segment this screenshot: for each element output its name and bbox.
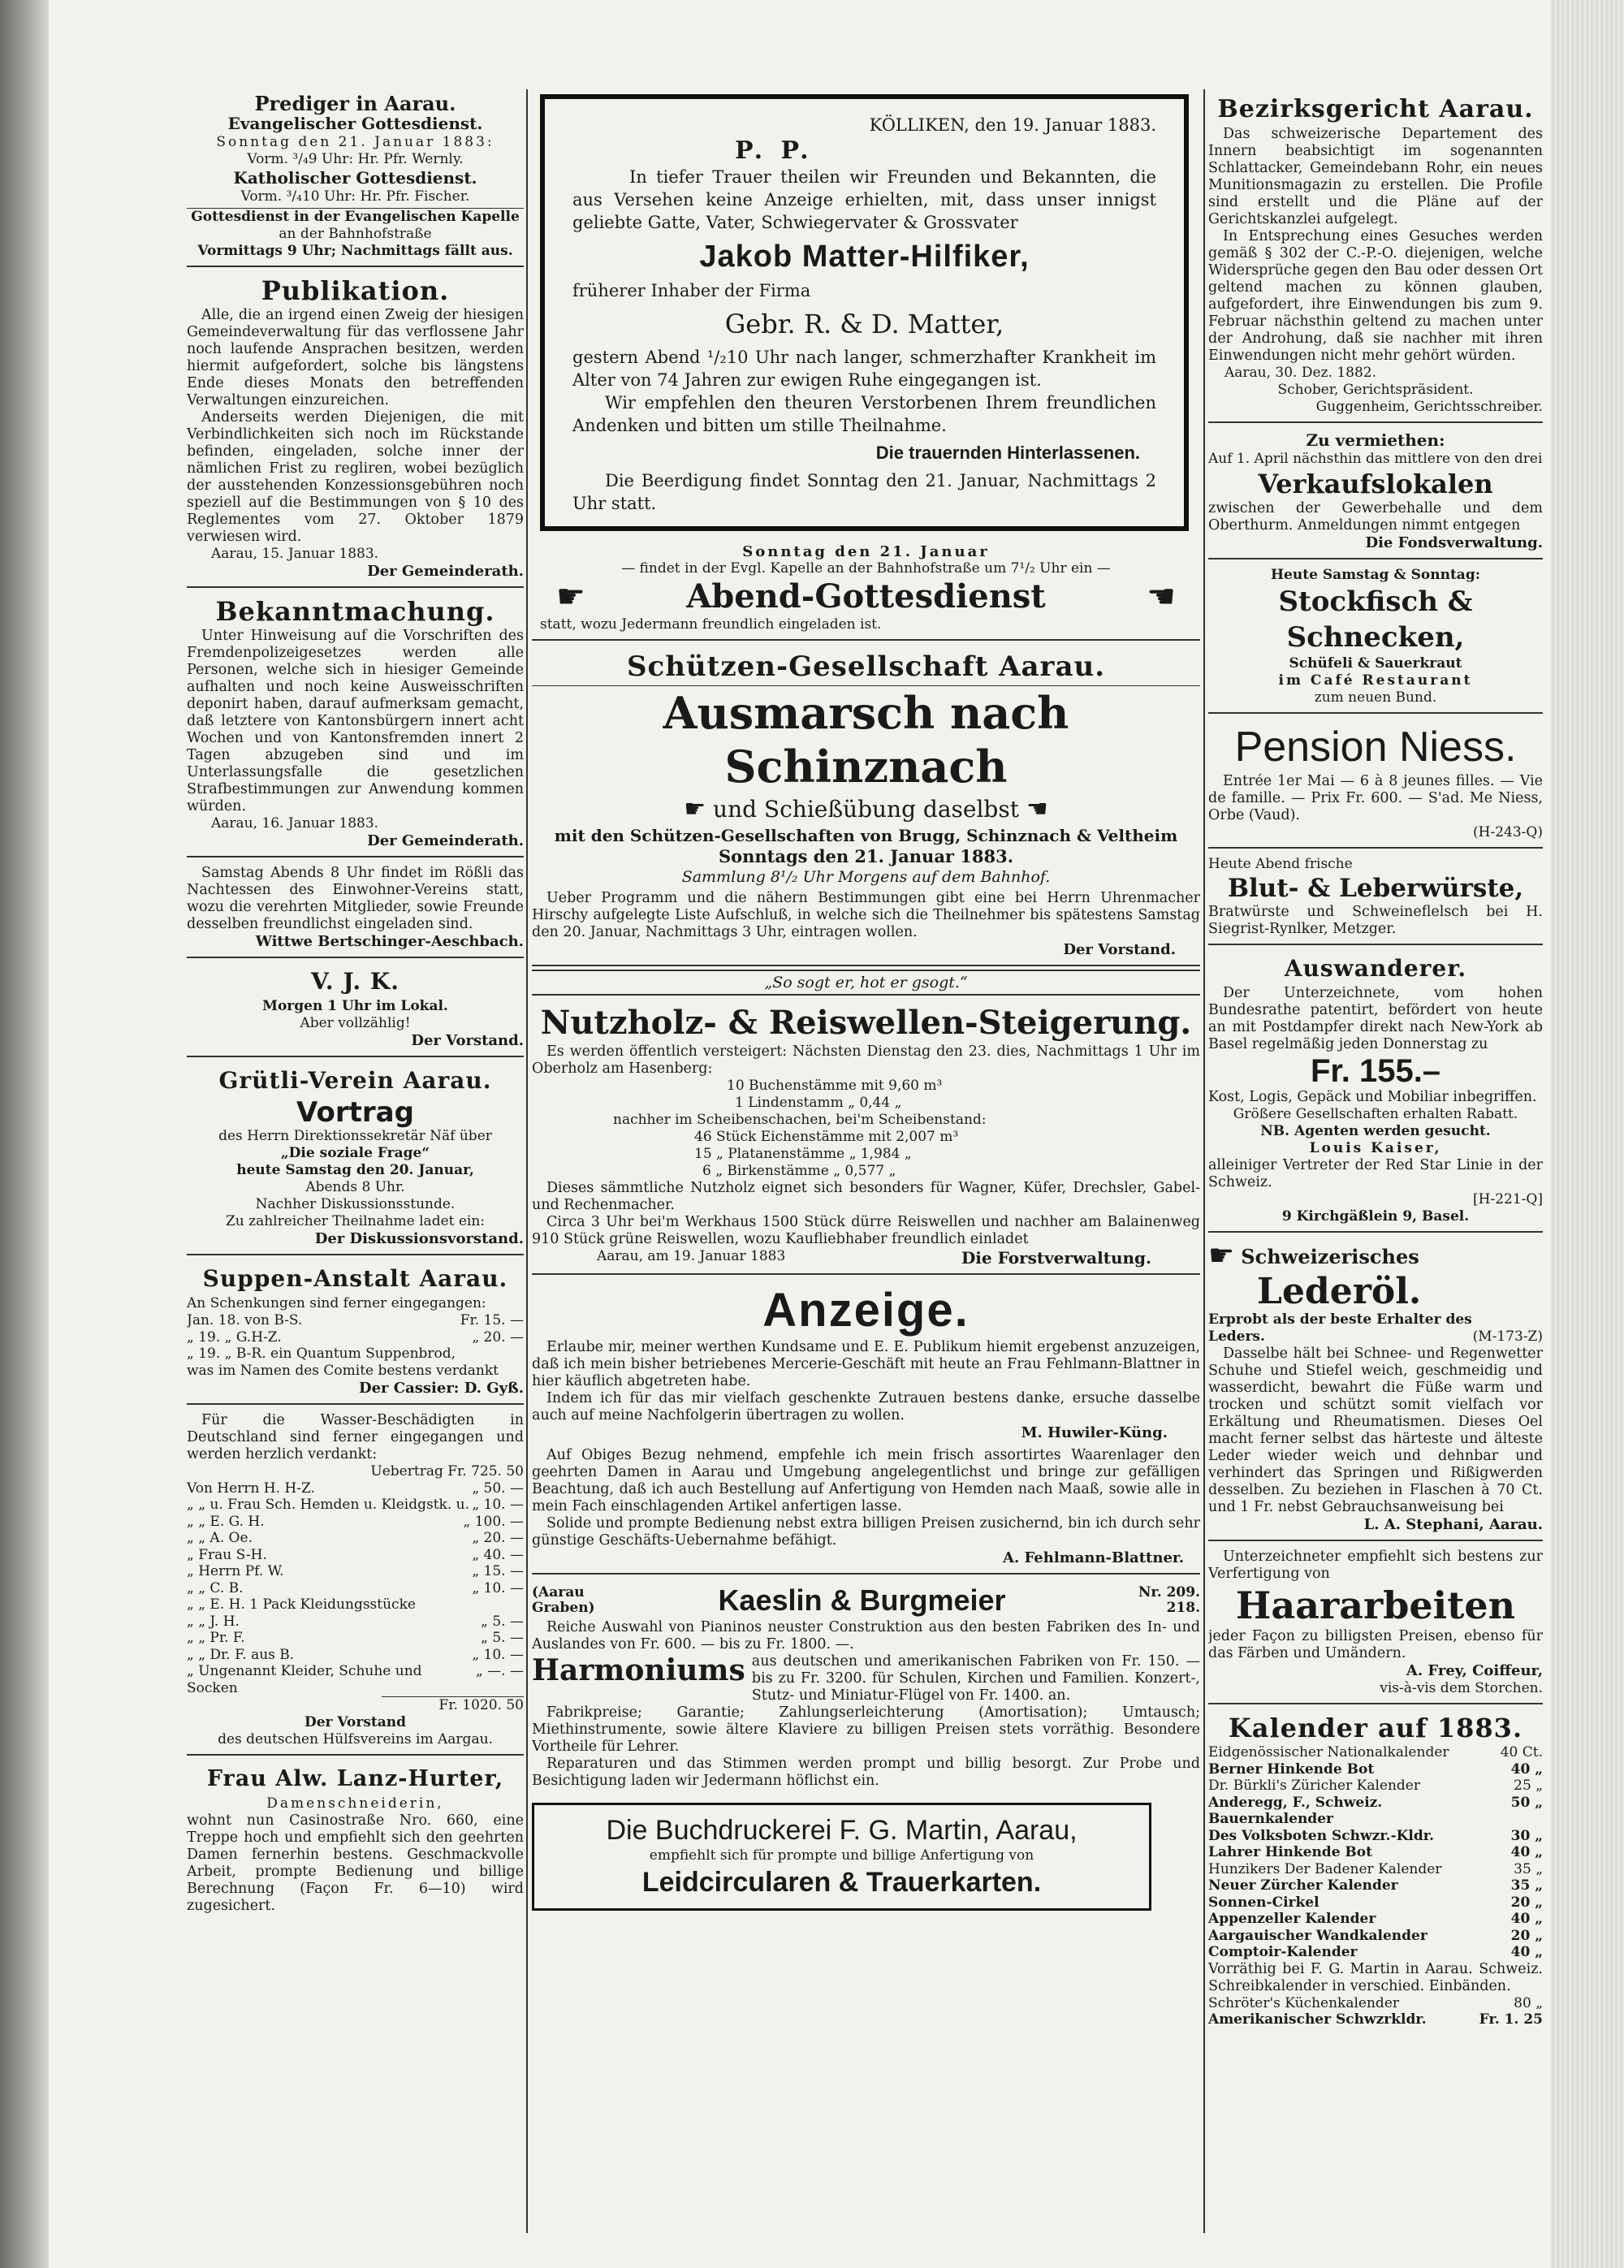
prediger-kap2: an der Bahnhofstraße (279, 226, 432, 242)
ad-bezirksgericht (1208, 89, 1543, 423)
table-row: „ 19. „ B-R. ein Quantum Suppenbrod, (187, 1346, 456, 1362)
bekannt-sig: Der Gemeinderath. (367, 832, 524, 849)
vermieth-sig: Die Fondsverwaltung. (1365, 534, 1543, 551)
nutzholz-l6: 6 „ Birkenstämme „ 0,577 „ (702, 1163, 896, 1179)
auswand-p2: Kost, Logis, Gepäck und Mobiliar inbegriffen. (1208, 1089, 1537, 1105)
bezirk-p1: Das schweizerische Departement des Innern beabsichtigt im sogenannten Schlattacker, Gemeindebann Rohr, ein neues Munitionsmagazin zu erstellen. Die Profile sind erstellt und die Pläne auf der Gerichtskanzlei aufgelegt. (1208, 126, 1543, 227)
vjk-sig: Der Vorstand. (411, 1032, 524, 1049)
samstag-sig: Wittwe Bertschinger-Aeschbach. (255, 933, 524, 950)
ad-lanz (187, 1759, 524, 1920)
ad-samstag (187, 861, 524, 958)
grutli-l1: des Herrn Direktionssekretär Näf über (218, 1128, 492, 1144)
table-row: „ Herrn Pf. W. „ 15. — (187, 1563, 524, 1579)
pointing-hand-right-icon: ☛ (556, 578, 585, 616)
publikation-p2: Anderseits werden Diejenigen, die mit Verbindlichkeiten sich noch im Rückstande befinden, eingeladen, solche inner der nämlichen Frist zu regliren, wobei bezüglich der ausstehenden Konzessionsgebühren noch speziell auf die Bestimmungen von § 10 des Reglementes vom 27. Oktober 1879 verwiesen wird. (187, 409, 524, 545)
nutzholz-sig: Die Forstverwaltung. (961, 1248, 1151, 1268)
kaeslin-p3: Fabrikpreise; Garantie; Zahlungserleichterung (Amortisation); Umtausch; Miethinstrumente, sowie ältere Klaviere zu billigen Preisen stets vorräthig. Besondere Vortheile für Lehrer. (532, 1704, 1200, 1755)
stock-big: Stockfisch & Schnecken, (1278, 585, 1473, 654)
table-row: „ „ Pr. F. „ 5. — (187, 1630, 524, 1646)
nutzholz-l2: 1 Lindenstamm „ 0,44 „ (735, 1095, 902, 1111)
pointing-hand-left-icon: ☚ (1026, 795, 1048, 823)
wasser-total: Fr. 1020. 50 (382, 1696, 524, 1714)
table-row: „ „ E. H. 1 Pack Kleidungsstücke (187, 1596, 416, 1613)
vermieth-l2: zwischen der Gewerbehalle und dem Oberthurm. Anmeldungen nimmt entgegen (1208, 500, 1543, 534)
table-row: Von Herrn H. H-Z. „ 50. — (187, 1480, 524, 1497)
wasser-sig1: Der Vorstand (304, 1714, 407, 1730)
wasser-ubertrag: Uebertrag Fr. 725. 50 (370, 1462, 524, 1480)
nutzholz-date: Aarau, am 19. Januar 1883 (597, 1248, 786, 1264)
auswand-p4: alleiniger Vertreter der Red Star Linie in der Schweiz. (1208, 1157, 1543, 1190)
grutli-title: Grütli-Verein Aarau. (218, 1067, 492, 1094)
haar-l1: Unterzeichneter empfiehlt sich bestens zur Verfertigung von (1208, 1549, 1543, 1582)
ad-mourning-notice (540, 94, 1189, 531)
kalender-table (1208, 1744, 1543, 1961)
ad-schutzen (532, 644, 1200, 966)
ad-kaeslin (532, 1578, 1200, 1925)
schutzen-p: Ueber Programm und die nähern Bestimmungen gibt eine bei Herrn Uhrenmacher Hirschy aufgelegte Liste Aufschluß, in welche sich die Theilnehmer bis spätestens Samstag den 20. Januar, Nachmittags 3 Uhr, eintragen wollen. (532, 890, 1200, 940)
mourn-name: Jakob Matter-Hilfiker, (699, 240, 1030, 274)
publikation-p1: Alle, die an irgend einen Zweig der hiesigen Gemeindeverwaltung für das verflossene Jahr noch laufende Ansprachen besitzen, werden hiermit aufgefordert, solche bis längstens Ende dieses Monats den betreffenden Verwaltungen einzureichen. (187, 307, 524, 408)
kaeslin-p2: aus deutschen und amerikanischen Fabriken von Fr. 150. — bis zu Fr. 3200. für Schulen, Kirchen und Familien. Konzert-, Stutz- und Miniatur-Flügel von Fr. 1400. an. (751, 1653, 1200, 1704)
table-row: „ Ungenannt Kleider, Schuhe und Socken „ —. — (187, 1663, 524, 1696)
anzeige-title: Anzeige. (762, 1284, 970, 1337)
suppen-intro: An Schenkungen sind ferner eingegangen: (187, 1295, 486, 1311)
prediger-date: Sonntag den 21. Januar 1883: (216, 134, 495, 150)
schutzen-l1: und Schießübung daselbst (713, 796, 1019, 823)
anzeige-sig1: M. Huwiler-Küng. (1021, 1424, 1168, 1441)
auswand-code: [H-221-Q] (1473, 1191, 1543, 1207)
kaeslin-harm: Harmoniums (532, 1653, 745, 1687)
lanz-sub: Damenschneiderin, (266, 1795, 444, 1812)
page-edges (1551, 0, 1624, 2268)
nutzholz-title: Nutzholz- & Reiswellen-Steigerung. (540, 1004, 1192, 1042)
auswand-title: Auswanderer. (1284, 955, 1467, 982)
auswand-p1: Der Unterzeichnete, vom hohen Bundesrathe patentirt, befördert von heute an mit Postdampfer direkt nach New-York ab Basel regelmäßig jeden Donnerstag zu (1208, 985, 1543, 1052)
kaeslin-p1: Reiche Auswahl von Pianinos neuster Construktion aus den besten Fabriken des In- und Auslandes von Fr. 600. — bis zu Fr. 1800. —. (532, 1619, 1200, 1652)
prediger-evang: Evangelischer Gottesdienst. (227, 114, 483, 133)
prediger-kap1: Gottesdienst in der Evangelischen Kapelle (191, 209, 520, 225)
leder-l1: Erprobt als der beste Erhalter des Leders. (1208, 1311, 1472, 1345)
martin-l1: Die Buchdruckerei F. G. Martin, Aarau, (606, 1815, 1078, 1846)
vermieth-title: Zu vermiethen: (1306, 430, 1445, 450)
nutzholz-p2: Dieses sämmtliche Nutzholz eignet sich besonders für Wagner, Küfer, Drechsler, Gabel- und Rechenmacher. (532, 1180, 1200, 1213)
table-row: Berner Hinkende Bot 40 „ (1208, 1760, 1543, 1778)
grutli-l3: heute Samstag den 20. Januar, (236, 1162, 474, 1178)
kalender-note: Vorräthig bei F. G. Martin in Aarau. Schweiz. Schreibkalender in verschied. Einbänden. (1208, 1960, 1543, 1994)
mourn-sig: Die trauernden Hinterlassenen. (875, 443, 1140, 463)
schutzen-big: Ausmarsch nach Schinznach (532, 685, 1200, 793)
lanz-title: Frau Alw. Lanz-Hurter, (206, 1766, 504, 1791)
column-rule-2 (1203, 89, 1205, 2233)
ad-pension (1208, 717, 1543, 849)
leder-big: Lederöl. (1257, 1271, 1422, 1312)
grutli-l5: Nachher Diskussionsstunde. (255, 1196, 456, 1212)
table-row: Schröter's Küchenkalender 80 „ (1208, 1994, 1543, 2011)
table-row: „ Frau S-H. „ 40. — (187, 1546, 524, 1563)
table-row: Des Volksboten Schwzr.-Kldr. 30 „ (1208, 1827, 1543, 1844)
schutzen-sig: Der Vorstand. (1063, 941, 1176, 958)
ad-vjk (187, 961, 524, 1057)
ad-bekanntmachung (187, 591, 524, 858)
schutzen-title: Schützen-Gesellschaft Aarau. (626, 650, 1106, 683)
bezirk-p2: In Entsprechung eines Gesuches werden gemäß § 302 der C.-P.-O. diejenigen, welche Widersprüche gegen den Bau oder dessen Ort geltend machen zu können glauben, aufgefordert, ihre Einwendungen bis zum 9. Februar nächsthin geltend zu machen unter der Androhung, daß sie nachher mit ihren Einwendungen nicht mehr gehört würden. (1208, 228, 1543, 364)
stock-l1: Heute Samstag & Sonntag: (1271, 567, 1480, 583)
table-row: Jan. 18. von B-S. Fr. 15. — (187, 1312, 524, 1328)
table-row: Sonnen-Cirkel 20 „ (1208, 1894, 1543, 1911)
haar-addr: vis-à-vis dem Storchen. (1380, 1680, 1543, 1696)
publikation-date: Aarau, 15. Januar 1883. (211, 546, 379, 562)
auswand-nb: NB. Agenten werden gesucht. (1260, 1123, 1491, 1139)
table-row: Lahrer Hinkende Bot 40 „ (1208, 1844, 1543, 1860)
blut-big: Blut- & Leberwürste, (1227, 874, 1524, 903)
mourn-p1: In tiefer Trauer theilen wir Freunden und Bekannten, die aus Versehen keine Anzeige erhielten, mit, dass unser innigst geliebte Gatte, Vater, Schwiegervater & Grossvater (572, 167, 1156, 232)
table-row: „ „ u. Frau Sch. Hemden u. Kleidgstk. u. „ 10. — (187, 1497, 524, 1513)
suppen-thanks: was im Namen des Comite bestens verdankt (187, 1362, 499, 1379)
ad-stockfisch (1208, 563, 1543, 714)
bekannt-title: Bekanntmachung. (215, 596, 495, 627)
ad-auswanderer (1208, 948, 1543, 1233)
vjk-title: V. J. K. (311, 968, 400, 995)
table-row: „ „ J. H. „ 5. — (187, 1613, 524, 1630)
auswand-addr: 9 Kirchgäßlein 9, Basel. (1281, 1208, 1470, 1225)
kalender-title: Kalender auf 1883. (1228, 1713, 1523, 1743)
stock-l4: zum neuen Bund. (1314, 689, 1437, 706)
ad-wasser (187, 1408, 524, 1756)
nutzholz-l4: 46 Stück Eichenstämme mit 2,007 m³ (694, 1129, 959, 1145)
ad-haararbeiten (1208, 1544, 1543, 1704)
table-row: „ „ A. Oe. „ 20. — (187, 1530, 524, 1546)
bekannt-p1: Unter Hinweisung auf die Vorschriften des Fremdenpolizeigesetzes werden alle Personen, welche sich in hiesiger Gemeinde aufhalten und noch keine Ausweisschriften deponirt haben, darauf aufmerksam gemacht, daß letztere von Kantonsbürgern innert acht Wochen und von Kantonsfremden innert 2 Tagen abzugeben sind und im Unterlassungsfalle die gesetzlichen Strafbestimmungen zur Anwendung kommen würden. (187, 628, 524, 814)
ad-vermiethen (1208, 426, 1543, 559)
auswand-price: Fr. 155.– (1310, 1053, 1441, 1089)
schutzen-l3: Sonntags den 21. Januar 1883. (718, 846, 1014, 866)
mourn-firm: Gebr. R. & D. Matter, (724, 309, 1004, 339)
lanz-text: wohnt nun Casinostraße Nro. 660, eine Treppe hoch und empfiehlt sich den geehrten Damen fernerhin bestens. Geschmackvolle Arbeit, prompte Bedienung und billige Berechnung (Façon Fr. 6—10) wird zugesichert. (187, 1812, 524, 1914)
ad-prediger (187, 89, 524, 267)
middle-column (532, 89, 1200, 1928)
leder-title: Schweizerisches (1241, 1244, 1419, 1268)
haar-sig: A. Frey, Coiffeur, (1406, 1662, 1543, 1679)
vermieth-big: Verkaufslokalen (1258, 469, 1493, 499)
ad-kalender (1208, 1708, 1543, 2034)
grutli-l4: Abends 8 Uhr. (305, 1179, 405, 1195)
table-row: Amerikanischer Schwzrkldr. Fr. 1. 25 (1208, 2011, 1543, 2028)
table-row: Neuer Zürcher Kalender 35 „ (1208, 1877, 1543, 1894)
wasser-sig2: des deutschen Hülfsvereins im Aargau. (218, 1731, 493, 1747)
pension-code: (H-243-Q) (1473, 824, 1543, 840)
ad-nutzholz (532, 999, 1200, 1275)
ad-martin-box (532, 1803, 1151, 1911)
prediger-title: Prediger in Aarau. (254, 92, 456, 115)
book-binding (0, 0, 49, 2268)
haar-big: Haararbeiten (1235, 1583, 1516, 1627)
nutzholz-l3: nachher im Scheibenschachen, bei'm Scheibenstand: (613, 1112, 987, 1128)
ad-grutli (187, 1061, 524, 1255)
table-row: „ „ E. G. H. „ 100. — (187, 1513, 524, 1530)
martin-l3: Leidcircularen & Trauerkarten. (641, 1867, 1042, 1898)
ad-blutwurst (1208, 852, 1543, 945)
table-row: Aargauischer Wandkalender 20 „ (1208, 1927, 1543, 1944)
table-row: Dr. Bürkli's Züricher Kalender 25 „ (1208, 1778, 1543, 1794)
nutzholz-l1: 10 Buchenstämme mit 9,60 m³ (727, 1078, 943, 1094)
table-row: Appenzeller Kalender 40 „ (1208, 1911, 1543, 1927)
anzeige-sig2: A. Fehlmann-Blattner. (1002, 1549, 1184, 1566)
schutzen-l2: mit den Schützen-Gesellschaften von Brugg, Schinznach & Veltheim (554, 826, 1178, 845)
kaeslin-right: Nr. 209. 218. (1138, 1584, 1200, 1616)
grutli-vortrag: Vortrag (296, 1096, 414, 1129)
martin-l2: empfiehlt sich für prompte und billige Anfertigung von (649, 1847, 1034, 1864)
blut-l1: Heute Abend frische (1208, 856, 1353, 872)
abend-title: Abend-Gottesdienst (686, 577, 1046, 616)
table-row: Anderegg, F., Schweiz. Bauernkalender 50 „ (1208, 1794, 1543, 1827)
abend-l3: statt, wozu Jedermann freundlich eingeladen ist. (540, 616, 882, 633)
mourn-p2: gestern Abend ¹/₂10 Uhr nach langer, schmerzhafter Krankheit im Alter von 74 Jahren zur ewigen Ruhe eingegangen ist. (572, 348, 1156, 390)
blut-l2: Bratwürste und Schweineflelsch bei H. Siegrist-Rynlker, Metzger. (1208, 904, 1543, 937)
mourn-p4: Die Beerdigung findet Sonntag den 21. Januar, Nachmittags 2 Uhr statt. (572, 471, 1156, 513)
wasser-table (187, 1480, 524, 1697)
schutzen-l4: Sammlung 8¹/₂ Uhr Morgens auf dem Bahnhof. (681, 868, 1051, 886)
table-row: Hunzikers Der Badener Kalender 35 „ (1208, 1860, 1543, 1877)
prediger-kap3: Vormittags 9 Uhr; Nachmittags fällt aus. (197, 243, 513, 259)
auswand-name: Louis Kaiser, (1309, 1140, 1442, 1156)
table-row: „ „ Dr. F. aus B. „ 10. — (187, 1646, 524, 1663)
left-column (187, 89, 524, 1924)
suppen-title: Suppen-Anstalt Aarau. (202, 1265, 508, 1292)
pension-p: Entrée 1er Mai — 6 à 8 jeunes filles. — Vie de famille. — Prix Fr. 600. — S'ad. Me Niess, Orbe (Vaud). (1208, 773, 1543, 823)
pointing-hand-left-icon: ☚ (1147, 578, 1176, 616)
right-column (1208, 89, 1543, 2037)
leder-p: Dasselbe hält bei Schnee- und Regenwetter Schuhe und Stiefel weich, geschmeidig und wasserdicht, bewahrt die Füße warm und trocken und schützt somit vielfach vor Erkältung und Rheumatismen. Dieses Oel macht ferner selbst das härteste und älteste Leder wieder weich und dehnbar und verhindert das Springen und Rißigwerden desselben. Zu beziehen in Flaschen à 70 Ct. und 1 Fr. nebst Gebrauchsanweisung bei (1208, 1346, 1543, 1515)
pension-title: Pension Niess. (1234, 724, 1517, 771)
prediger-vorm2: Vorm. ³/₄10 Uhr: Hr. Pfr. Fischer. (187, 188, 524, 209)
publikation-sig: Der Gemeinderath. (367, 563, 524, 580)
stock-l3: im Café Restaurant (1278, 672, 1473, 689)
nutzholz-p1: Es werden öffentlich versteigert: Nächsten Dienstag den 23. dies, Nachmittags 1 Uhr im Oberholz am Hasenberg: (532, 1043, 1200, 1077)
anzeige-p2: Indem ich für das mir vielfach geschenkte Zutrauen bestens danke, ersuche dasselbe auch auf meine Nachfolgerin übertragen zu wollen. (532, 1390, 1200, 1423)
grutli-l2: „Die soziale Frage“ (280, 1145, 430, 1161)
kaeslin-title: Kaeslin & Burgmeier (718, 1583, 1006, 1617)
ad-anzeige (532, 1278, 1200, 1575)
grutli-l6: Zu zahlreicher Theilnahme ladet ein: (225, 1213, 486, 1229)
bezirk-date: Aarau, 30. Dez. 1882. (1224, 365, 1376, 381)
prediger-vorm1: Vorm. ³/₄9 Uhr: Hr. Pfr. Wernly. (247, 151, 464, 167)
ad-suppen (187, 1259, 524, 1405)
suppen-table (187, 1312, 524, 1363)
stock-l2: Schüfeli & Sauerkraut (1289, 655, 1462, 672)
abend-l2: — findet in der Evgl. Kapelle an der Bahnhofstraße um 7¹/₂ Uhr ein — (621, 560, 1111, 577)
bezirk-s2: Guggenheim, Gerichtsschreiber. (1315, 399, 1543, 415)
vermieth-l1: Auf 1. April nächsthin das mittlere von den drei (1208, 451, 1543, 467)
pointing-hand-right-icon: ☛ (1208, 1239, 1235, 1272)
mourn-former: früherer Inhaber der Firma (572, 281, 811, 300)
leder-code: (M-173-Z) (1472, 1328, 1543, 1345)
nutzholz-l5: 15 „ Platanenstämme „ 1,984 „ (694, 1146, 912, 1162)
nutzholz-p3: Circa 3 Uhr bei'm Werkhaus 1500 Stück dürre Reiswellen und nachher am Balainenweg 910 Stück grüne Reiswellen, wozu Kaufliebhaber freundlich einladet (532, 1214, 1200, 1247)
wasser-intro: Für die Wasser-Beschädigten in Deutschland sind ferner eingegangen und werden herzlich verdankt: (187, 1411, 524, 1462)
bezirk-s1: Schober, Gerichtspräsident. (1277, 382, 1474, 398)
publikation-title: Publikation. (261, 275, 450, 306)
bezirk-title: Bezirksgericht Aarau. (1217, 95, 1534, 123)
bekannt-date: Aarau, 16. Januar 1883. (211, 815, 379, 832)
anzeige-p3: Auf Obiges Bezug nehmend, empfehle ich mein frisch assortirtes Waarenlager den geehrten Damen in Aarau und Umgebung angelegentlichst und bringe zur gefälligen Beachtung, daß ich auch Bestellung auf Anfertigung von Hemden nach Maaß, sowie alle in mein Fach einschlagenden Artikel anfertigen lasse. (532, 1447, 1200, 1514)
kaeslin-p4: Reparaturen und das Stimmen werden prompt und billig besorgt. Zur Probe und Besichtigung laden wir Jedermann höflichst ein. (532, 1756, 1200, 1789)
ad-abend-gottesdienst (532, 539, 1200, 641)
samstag-text: Samstag Abends 8 Uhr findet im Rößli das Nachtessen des Einwohner-Vereins statt, wozu die verehrten Mitglieder, sowie Freunde desselben freundlichst eingeladen sind. (187, 865, 524, 932)
prediger-kath: Katholischer Gottesdienst. (233, 168, 477, 188)
suppen-sig: Der Cassier: D. Gyß. (358, 1379, 524, 1397)
column-rule-1 (526, 89, 528, 2233)
ad-publikation (187, 270, 524, 588)
anzeige-p4: Solide und prompte Bedienung nebst extra billigen Preisen zusichernd, bin ich durch sehr günstige Geschäfts-Uebernahme befähigt. (532, 1515, 1200, 1549)
mourn-p3: Wir empfehlen den theuren Verstorbenen Ihrem freundlichen Andenken und bitten um stille Theilnahme. (572, 393, 1156, 435)
table-row: Eidgenössischer Nationalkalender 40 Ct. (1208, 1744, 1543, 1760)
table-row: „ 19. „ G.H-Z. „ 20. — (187, 1328, 524, 1346)
ad-lederoel (1208, 1236, 1543, 1541)
motto-line: „So sogt er, hot er gsogt.“ (532, 970, 1200, 996)
kaeslin-left: (Aarau Graben) (532, 1584, 595, 1616)
vjk-line2: Aber vollzählig! (300, 1015, 411, 1031)
abend-l1: Sonntag den 21. Januar (742, 543, 990, 560)
haar-l2: jeder Façon zu billigsten Preisen, ebenso für das Färben und Umändern. (1208, 1628, 1543, 1661)
mourn-pp: P. P. (735, 136, 814, 165)
grutli-sig: Der Diskussionsvorstand. (314, 1230, 524, 1247)
vjk-line1: Morgen 1 Uhr im Lokal. (262, 998, 448, 1014)
mourn-place: KÖLLIKEN, den 19. Januar 1883. (869, 115, 1156, 135)
pointing-hand-right-icon: ☛ (684, 795, 706, 823)
table-row: Comptoir-Kalender 40 „ (1208, 1944, 1543, 1960)
anzeige-p1: Erlaube mir, meiner werthen Kundsame und E. E. Publikum hiemit ergebenst anzuzeigen, daß ich mein bisher betriebenes Mercerie-Geschäft mit heute an Frau Fehlmann-Blattner in hier käuflich abgetreten habe. (532, 1339, 1200, 1389)
table-row: „ „ C. B. „ 10. — (187, 1579, 524, 1596)
leder-sig: L. A. Stephani, Aarau. (1363, 1516, 1543, 1533)
auswand-p3: Größere Gesellschaften erhalten Rabatt. (1233, 1106, 1518, 1122)
kalender-table-2 (1208, 1995, 1543, 2028)
